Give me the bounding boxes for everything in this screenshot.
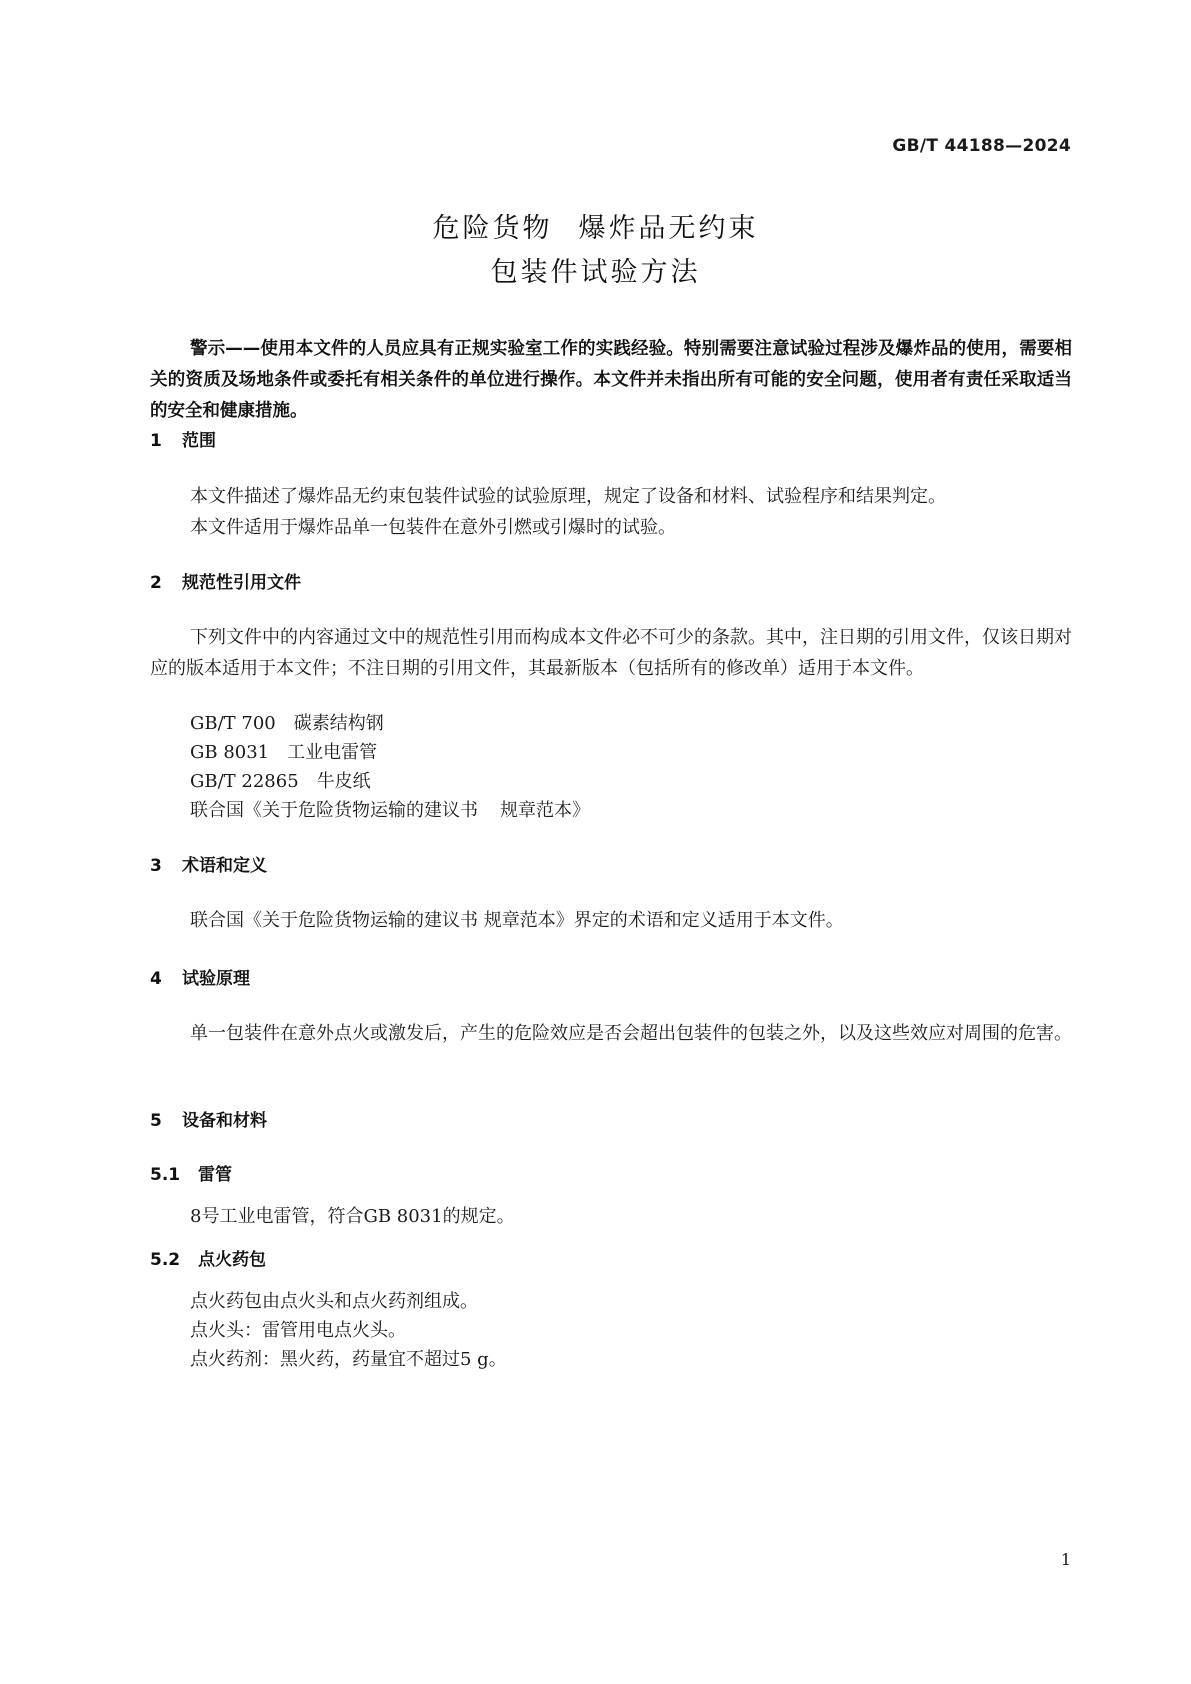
reference-name: 牛皮纸 (316, 771, 371, 792)
document-title-line-1 (0, 206, 1191, 245)
section-5-1-paragraph-1: 8号工业电雷管，符合GB 8031的规定。 (190, 1206, 515, 1227)
section-2-heading (150, 568, 301, 593)
section-5-2-paragraph-2: 点火头：雷管用电点火头。 (190, 1320, 406, 1341)
section-number: 5.2 (150, 1250, 181, 1270)
warning-paragraph: 警示——使用本文件的人员应具有正规实验室工作的实践经验。特别需要注意试验过程涉及爆炸品的使用，需要相关的资质及场地条件或委托有相关条件的单位进行操作。本文件并未指出所有可能的安全问题，使用者有责任采取适当的安全和健康措施。 (150, 339, 1072, 421)
section-title: 雷管 (198, 1165, 232, 1185)
section-number: 3 (150, 856, 162, 876)
reference-code: GB/T 700 (190, 713, 276, 734)
section-4-heading (150, 964, 250, 989)
section-title: 点火药包 (198, 1250, 266, 1270)
reference-item (190, 738, 377, 764)
section-title: 术语和定义 (182, 856, 267, 876)
section-number: 5 (150, 1111, 162, 1131)
reference-name: 工业电雷管 (287, 742, 378, 763)
section-number: 5.1 (150, 1165, 181, 1185)
section-title: 设备和材料 (182, 1111, 267, 1131)
reference-name: 碳素结构钢 (293, 713, 384, 734)
section-number: 1 (150, 431, 162, 451)
section-number: 2 (150, 573, 162, 593)
section-5-heading (150, 1106, 267, 1131)
reference-item (190, 709, 384, 735)
section-4-paragraph-1: 单一包装件在意外点火或激发后，产生的危险效应是否会超出包装件的包装之外，以及这些效应对周围的危害。 (190, 1023, 1072, 1044)
section-5-1-heading (150, 1160, 232, 1185)
reference-code: GB 8031 (190, 742, 270, 763)
section-3-paragraph-1: 联合国《关于危险货物运输的建议书 规章范本》界定的术语和定义适用于本文件。 (190, 910, 844, 931)
section-5-2-heading (150, 1245, 266, 1270)
section-2-paragraph-1: 下列文件中的内容通过文中的规范性引用而构成本文件必不可少的条款。其中，注日期的引用文件，仅该日期对应的版本适用于本文件；不注日期的引用文件，其最新版本（包括所有的修改单）适用于本文件。 (150, 627, 1072, 679)
title-part-a: 危险货物 (432, 213, 553, 244)
section-5-2-paragraph-3: 点火药剂：黑火药，药量宜不超过5 g。 (190, 1349, 507, 1370)
reference-item (190, 767, 371, 793)
section-5-2-paragraph-1: 点火药包由点火头和点火药剂组成。 (190, 1291, 478, 1312)
section-1-paragraph-2: 本文件适用于爆炸品单一包装件在意外引燃或引爆时的试验。 (190, 517, 676, 538)
section-number: 4 (150, 969, 162, 989)
section-3-heading (150, 851, 267, 876)
section-1-paragraph-1: 本文件描述了爆炸品无约束包装件试验的试验原理，规定了设备和材料、试验程序和结果判定。 (190, 486, 946, 507)
section-1-heading (150, 426, 216, 451)
reference-un-suffix: 规章范本》 (500, 800, 590, 821)
page-number: 1 (1060, 1550, 1071, 1569)
document-title-line-2: 包装件试验方法 (490, 257, 701, 288)
section-title: 试验原理 (182, 969, 250, 989)
section-title: 范围 (182, 431, 216, 451)
reference-code: GB/T 22865 (190, 771, 299, 792)
section-title: 规范性引用文件 (182, 573, 301, 593)
reference-item-un (190, 796, 590, 822)
reference-un-prefix: 联合国《关于危险货物运输的建议书 (190, 800, 478, 821)
title-part-b: 爆炸品无约束 (578, 213, 759, 244)
standard-number: GB/T 44188—2024 (892, 136, 1071, 156)
